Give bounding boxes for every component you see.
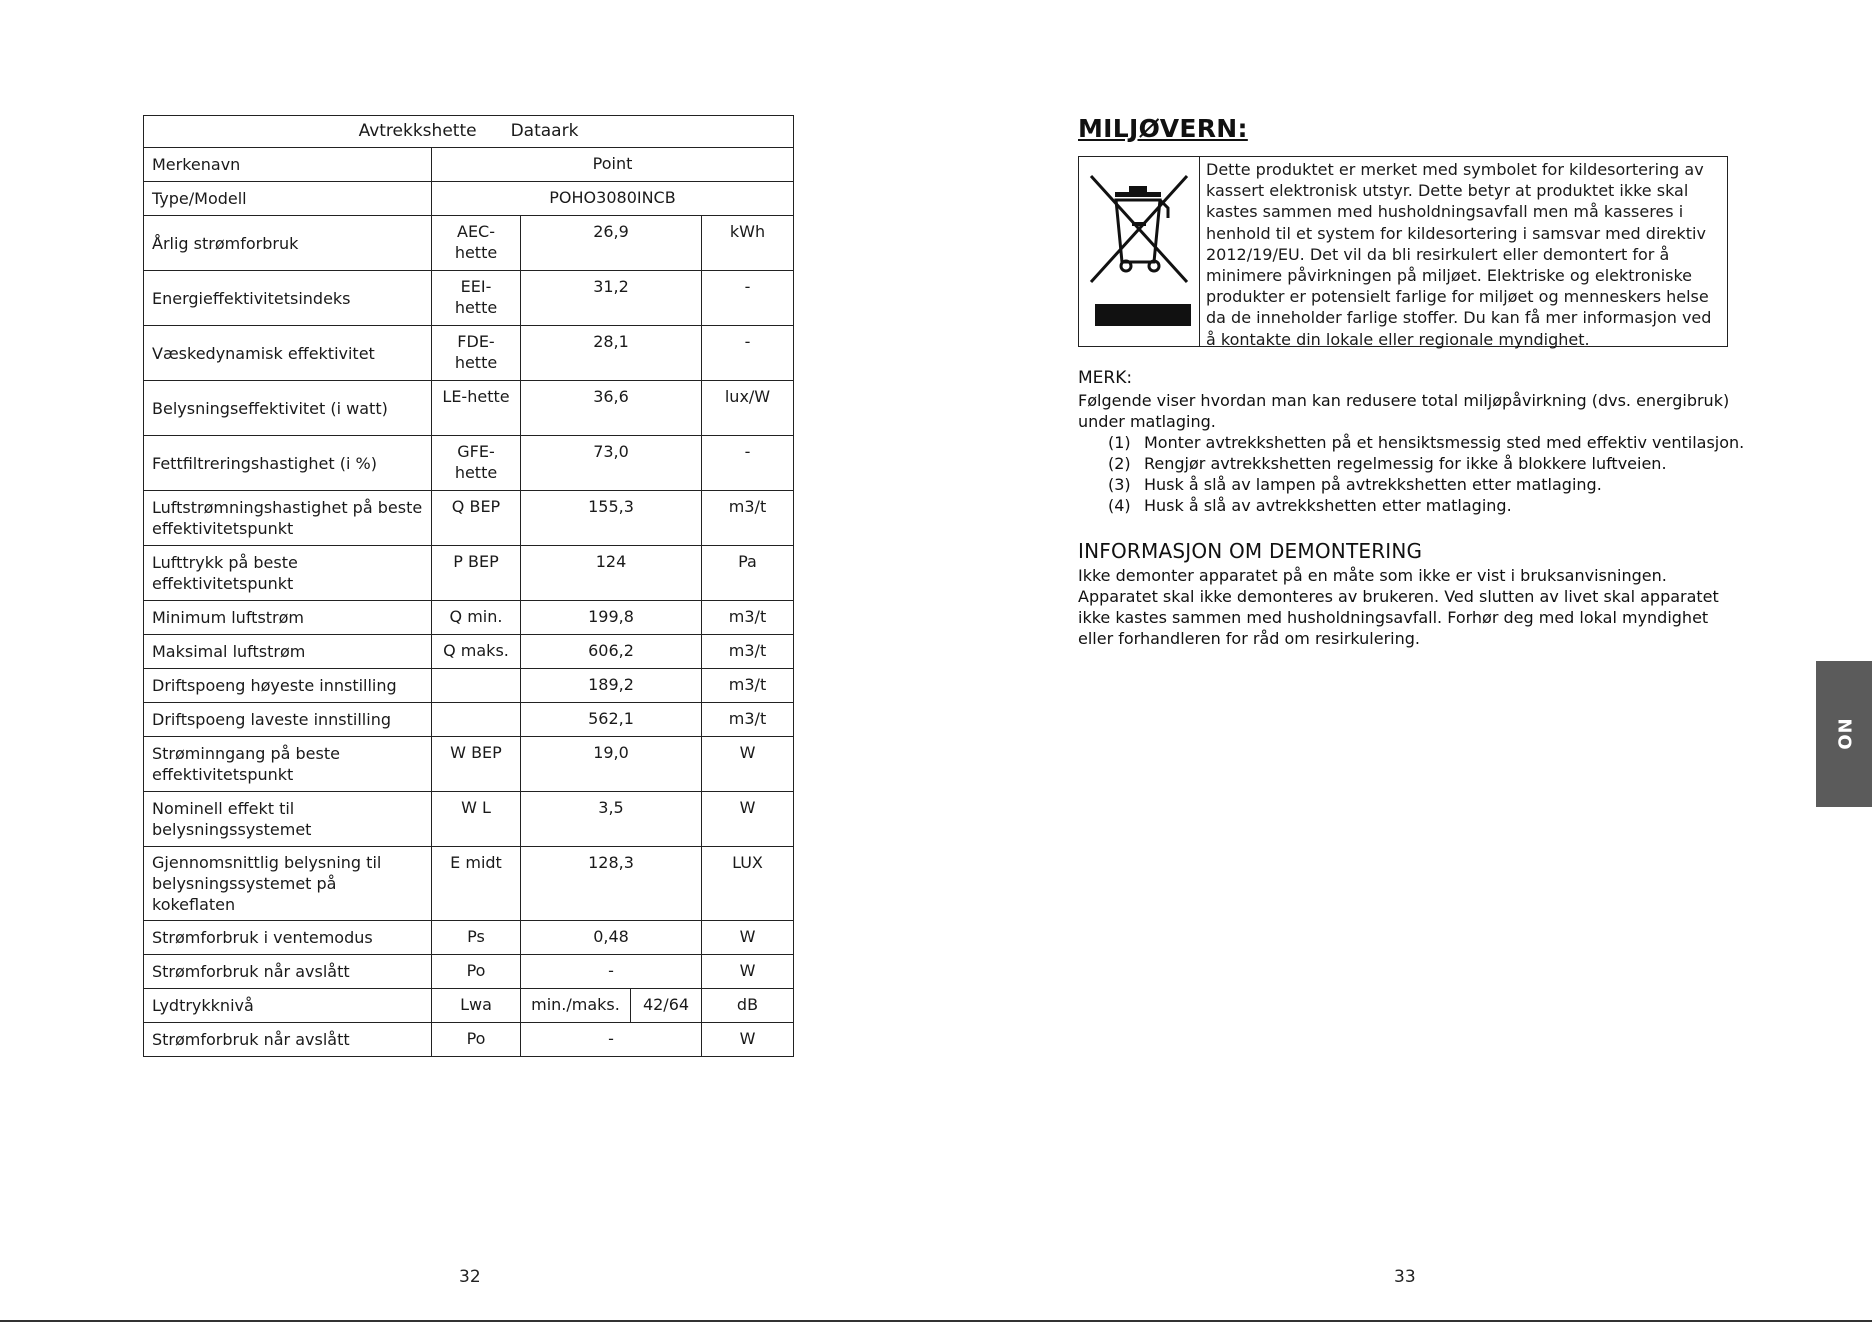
- table-header-product: Avtrekkshette: [358, 121, 477, 141]
- right-page: [936, 0, 1872, 1324]
- row-value: 36,6: [521, 381, 702, 436]
- row-unit: dB: [702, 989, 794, 1023]
- row-label: Energieffektivitetsindeks: [144, 271, 432, 326]
- list-item: [1108, 474, 1744, 495]
- row-value: 26,9: [521, 216, 702, 271]
- row-unit: LUX: [702, 847, 794, 921]
- environment-box: [1078, 156, 1728, 347]
- row-value: 124: [521, 546, 702, 601]
- row-label: Luftstrømningshastighet på beste effektivitetspunkt: [144, 491, 432, 546]
- datasheet-table: [143, 115, 794, 1057]
- row-value: 28,1: [521, 326, 702, 381]
- row-value: 199,8: [521, 601, 702, 635]
- row-value: -: [521, 955, 702, 989]
- table-row-brand: [144, 148, 794, 182]
- merk-label: MERK:: [1078, 368, 1133, 388]
- table-row: [144, 635, 794, 669]
- row-unit: W: [702, 1023, 794, 1057]
- list-item-text: Monter avtrekkshetten på et hensiktsmessig sted med effektiv ventilasjon.: [1144, 433, 1745, 452]
- row-unit: Pa: [702, 546, 794, 601]
- table-row: [144, 792, 794, 847]
- table-row: [144, 546, 794, 601]
- table-header-sheet: Dataark: [510, 121, 579, 141]
- list-item-number: (1): [1108, 433, 1131, 452]
- model-value: POHO3080INCB: [432, 182, 794, 216]
- row-value: -: [521, 1023, 702, 1057]
- merk-list: [1108, 432, 1744, 516]
- row-label: Maksimal luftstrøm: [144, 635, 432, 669]
- row-label: Strømforbruk i ventemodus: [144, 921, 432, 955]
- row-label: Lufttrykk på beste effektivitetspunkt: [144, 546, 432, 601]
- row-unit: m3/t: [702, 491, 794, 546]
- row-label: Minimum luftstrøm: [144, 601, 432, 635]
- table-row: [144, 601, 794, 635]
- table-row: [144, 491, 794, 546]
- row-value: 606,2: [521, 635, 702, 669]
- row-unit: m3/t: [702, 601, 794, 635]
- environment-text: Dette produktet er merket med symbolet for kildesortering av kassert elektronisk utstyr. Dette betyr at produktet ikke skal kastes sammen med husholdningsavfall men må kasseres i henhold til et system for kildesortering i samsvar med direktiv 2012/19/EU. Det vil da bli resirkulert eller demontert for å minimere påvirkningen på miljøet. Elektriske og elektroniske produkter er potensielt farlige for miljøet og menneskers helse da de inneholder farlige stoffer. Du kan få mer informasjon ved å kontakte din lokale eller regionale myndighet.: [1206, 160, 1712, 349]
- row-label: Væskedynamisk effektivitet: [144, 326, 432, 381]
- row-symbol: Po: [432, 1023, 521, 1057]
- row-label: Fettfiltreringshastighet (i %): [144, 436, 432, 491]
- row-label: Strømforbruk når avslått: [144, 955, 432, 989]
- row-unit: W: [702, 792, 794, 847]
- row-symbol: FDE-hette: [432, 326, 521, 381]
- table-row-model: [144, 182, 794, 216]
- list-item-number: (3): [1108, 475, 1131, 494]
- row-symbol: P BEP: [432, 546, 521, 601]
- row-symbol: Po: [432, 955, 521, 989]
- row-unit: m3/t: [702, 669, 794, 703]
- table-row: [144, 1023, 794, 1057]
- row-unit: m3/t: [702, 635, 794, 669]
- row-value: 31,2: [521, 271, 702, 326]
- table-row: [144, 955, 794, 989]
- row-value: 189,2: [521, 669, 702, 703]
- list-item: [1108, 495, 1744, 516]
- row-symbol: Q BEP: [432, 491, 521, 546]
- table-row: [144, 436, 794, 491]
- language-tab: [1816, 661, 1872, 807]
- row-unit: W: [702, 921, 794, 955]
- row-value: 19,0: [521, 737, 702, 792]
- row-label: Type/Modell: [144, 182, 432, 216]
- row-label: Årlig strømforbruk: [144, 216, 432, 271]
- row-label: Driftspoeng laveste innstilling: [144, 703, 432, 737]
- row-label: Merkenavn: [144, 148, 432, 182]
- row-symbol: Q maks.: [432, 635, 521, 669]
- row-unit: -: [702, 326, 794, 381]
- row-unit: kWh: [702, 216, 794, 271]
- table-row-noise: [144, 989, 794, 1023]
- row-unit: W: [702, 737, 794, 792]
- table-row: [144, 271, 794, 326]
- row-unit: m3/t: [702, 703, 794, 737]
- row-symbol: E midt: [432, 847, 521, 921]
- table-row: [144, 847, 794, 921]
- row-value: 42/64: [631, 989, 702, 1023]
- dismantling-text: Ikke demonter apparatet på en måte som ikke er vist i bruksanvisningen. Apparatet skal ikke demonteres av brukeren. Ved slutten av livet skal apparatet ikke kastes sammen med husholdningsavfall. Forhør deg med lokal myndighet eller forhandleren for råd om resirkulering.: [1078, 566, 1719, 648]
- row-label: Strøminngang på beste effektivitetspunkt: [144, 737, 432, 792]
- row-value: 562,1: [521, 703, 702, 737]
- row-label: Belysningseffektivitet (i watt): [144, 381, 432, 436]
- environment-title: MILJØVERN:: [1078, 114, 1248, 143]
- table-row: [144, 703, 794, 737]
- row-value: 0,48: [521, 921, 702, 955]
- table-row: [144, 326, 794, 381]
- table-row: [144, 921, 794, 955]
- list-item-text: Husk å slå av avtrekkshetten etter matlaging.: [1144, 496, 1512, 515]
- page-number: 33: [1394, 1267, 1416, 1287]
- row-symbol: AEC-hette: [432, 216, 521, 271]
- row-symbol: W L: [432, 792, 521, 847]
- row-symbol: [432, 669, 521, 703]
- row-label: Driftspoeng høyeste innstilling: [144, 669, 432, 703]
- dismantling-title: INFORMASJON OM DEMONTERING: [1078, 539, 1423, 563]
- list-item-text: Rengjør avtrekkshetten regelmessig for ikke å blokkere luftveien.: [1144, 454, 1667, 473]
- row-unit: lux/W: [702, 381, 794, 436]
- table-header: [144, 116, 794, 148]
- row-value: 3,5: [521, 792, 702, 847]
- row-symbol: Q min.: [432, 601, 521, 635]
- table-row: [144, 216, 794, 271]
- row-label: Nominell effekt til belysningssystemet: [144, 792, 432, 847]
- list-item: [1108, 432, 1744, 453]
- bottom-rule: [0, 1320, 1872, 1322]
- row-range-label: min./maks.: [521, 989, 631, 1023]
- list-item-text: Husk å slå av lampen på avtrekkshetten etter matlaging.: [1144, 475, 1602, 494]
- row-unit: -: [702, 271, 794, 326]
- row-label: Strømforbruk når avslått: [144, 1023, 432, 1057]
- row-symbol: Lwa: [432, 989, 521, 1023]
- table-row: [144, 381, 794, 436]
- row-label: Lydtrykknivå: [144, 989, 432, 1023]
- row-symbol: EEI-hette: [432, 271, 521, 326]
- row-symbol: LE-hette: [432, 381, 521, 436]
- list-item-number: (4): [1108, 496, 1131, 515]
- row-value: 155,3: [521, 491, 702, 546]
- row-unit: W: [702, 955, 794, 989]
- merk-intro: Følgende viser hvordan man kan redusere total miljøpåvirkning (dvs. energibruk) under matlaging.: [1078, 391, 1730, 431]
- page-number: 32: [459, 1267, 481, 1287]
- row-symbol: Ps: [432, 921, 521, 955]
- row-symbol: GFE-hette: [432, 436, 521, 491]
- list-item: [1108, 453, 1744, 474]
- row-label: Gjennomsnittlig belysning til belysningssystemet på kokeflaten: [144, 847, 432, 921]
- table-row: [144, 737, 794, 792]
- row-unit: -: [702, 436, 794, 491]
- row-value: 128,3: [521, 847, 702, 921]
- table-row: [144, 669, 794, 703]
- row-symbol: W BEP: [432, 737, 521, 792]
- language-tab-label: NO: [1833, 717, 1855, 751]
- crossed-out-wheelie-bin-icon: [1079, 157, 1200, 346]
- brand-value: Point: [432, 148, 794, 182]
- row-value: 73,0: [521, 436, 702, 491]
- list-item-number: (2): [1108, 454, 1131, 473]
- row-symbol: [432, 703, 521, 737]
